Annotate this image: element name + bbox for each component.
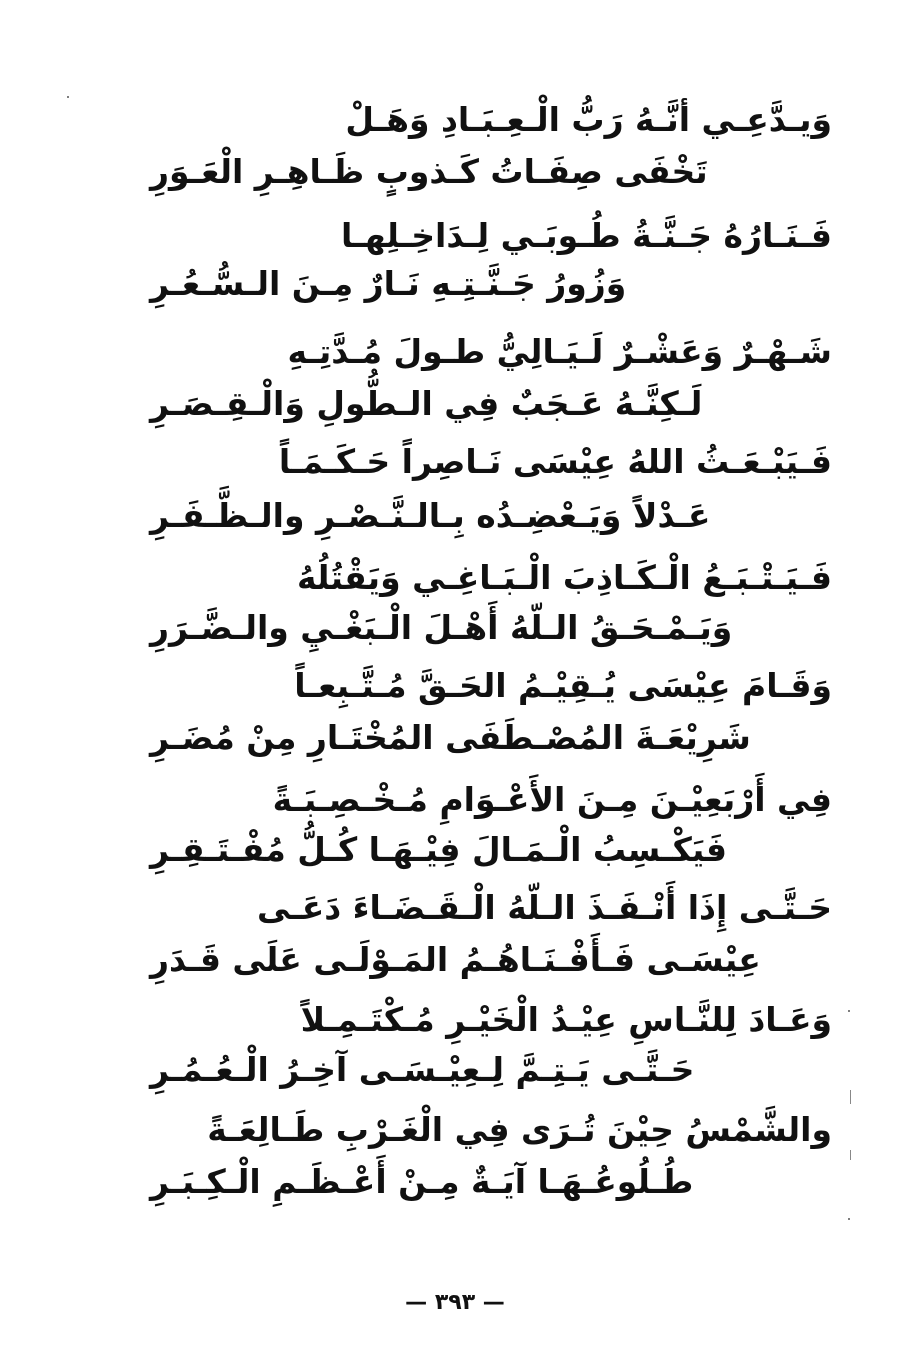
verse-line-17: وَعَـادَ لِلنَّـاسِ عِيْـدُ الْخَيْـرِ مُـكْتَـمِـلاً: [300, 1000, 832, 1039]
verse-line-9: فَـيَـتْـبَـعُ الْـكَـاذِبَ الْـبَـاغِـي وَيَقْتُلُهُ: [296, 558, 832, 597]
verse-line-12: شَرِيْعَـةَ المُصْـطَفَى المُخْتَـارِ مِنْ مُضَـرِ: [150, 718, 751, 757]
verse-line-5: شَـهْـرٌ وَعَشْـرٌ لَـيَـالِيُّ طـولَ مُـدَّتِـهِ: [287, 332, 832, 371]
scan-edge-mark: [850, 1150, 851, 1160]
verse-line-1: وَيـدَّعِـي أنَّـهُ رَبُّ الْـعِـبَـادِ وَهَـلْ: [345, 100, 832, 139]
verse-line-15: حَـتَّـى إِذَا أَنْـفَـذَ الـلّهُ الْـقَـضَـاءَ دَعَـى: [257, 888, 832, 927]
verse-line-13: فِي أَرْبَعِيْـنَ مِـنَ الأَعْـوَامِ مُـخْـصِـبَـةً: [272, 780, 832, 819]
verse-line-18: حَـتَّـى يَـتِـمَّ لِـعِيْـسَـى آخِـرُ الْـعُـمُـرِ: [150, 1050, 695, 1089]
verse-line-10: وَيَـمْـحَـقُ الـلّهُ أَهْـلَ الْـبَغْـيِ والـضَّـرَرِ: [150, 608, 733, 647]
page-number: — ٣٩٣ —: [405, 1290, 505, 1315]
verse-line-2: تَخْفَى صِفَـاتُ كَـذوبٍ ظَـاهِـرِ الْعَـوَرِ: [150, 152, 708, 191]
verse-line-19: والشَّمْسُ حِيْنَ تُـرَى فِي الْغَـرْبِ طَـالِعَـةً: [207, 1110, 832, 1149]
scan-speck: [67, 96, 69, 98]
verse-line-14: فَيَكْـسِبُ الْـمَـالَ فِيْـهَـا كُـلُّ مُفْـتَـقِـرِ: [150, 830, 727, 869]
verse-line-16: عِيْسَـى فَـأَفْـنَـاهُـمُ المَـوْلَـى عَلَى قَـدَرِ: [150, 940, 761, 979]
verse-line-6: لَـكِنَّـهُ عَـجَبٌ فِي الـطُّولِ وَالْـقِـصَـرِ: [150, 384, 703, 423]
verse-line-4: وَزُورُ جَـنَّـتِـهِ نَـارٌ مِـنَ الـسُّـعُـرِ: [150, 264, 627, 303]
scan-speck: [848, 1218, 850, 1220]
verse-line-11: وَقَـامَ عِيْسَى يُـقِيْـمُ الحَـقَّ مُـتَّـبِعـاً: [294, 666, 832, 705]
verse-line-20: طُـلُوعُـهَـا آيَـةٌ مِـنْ أَعْـظَـمِ الْـكِـبَـرِ: [150, 1162, 694, 1201]
verse-line-8: عَـدْلاً وَيَـعْضِـدُه بِـالـنَّـصْـرِ والـظَّـفَـرِ: [150, 496, 711, 535]
verse-line-3: فَـنَـارُهُ جَـنَّـةُ طُـوبَـي لِـدَاخِـلِهـا: [341, 216, 832, 255]
verse-line-7: فَـيَبْـعَـثُ اللهُ عِيْسَى نَـاصِراً حَـكَـمَـاً: [278, 442, 832, 481]
scan-speck: [848, 1010, 850, 1012]
scan-edge-mark: [850, 1090, 851, 1104]
